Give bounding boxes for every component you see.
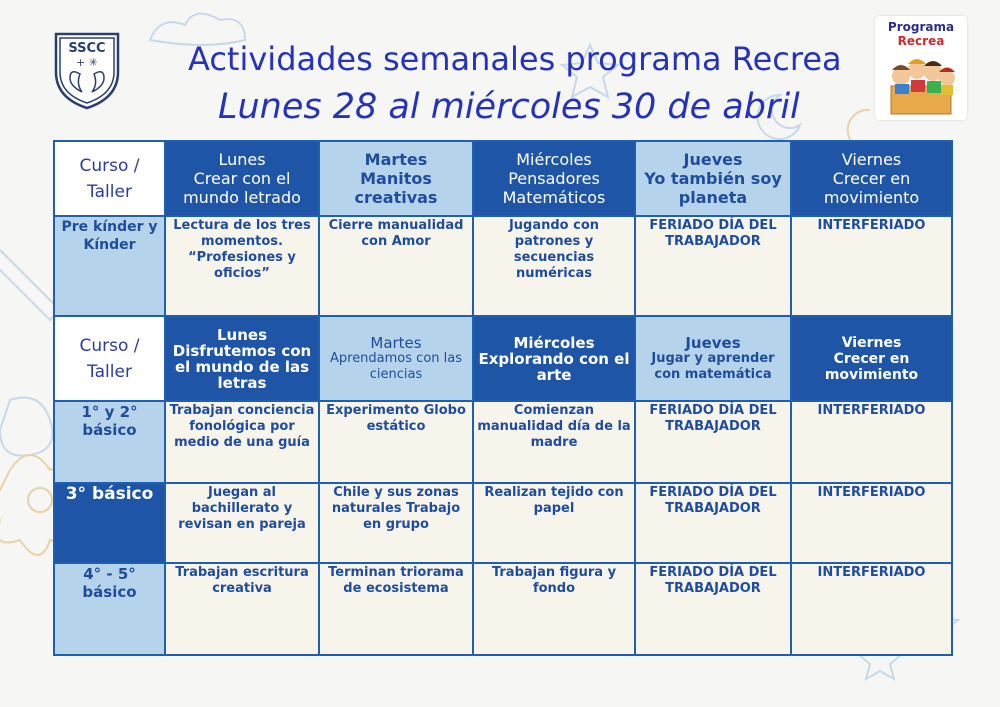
activity-cell: Cierre manualidad con Amor xyxy=(320,217,472,315)
activity-cell: FERIADO DÍA DEL TRABAJADOR xyxy=(636,484,790,562)
header-lunes xyxy=(166,142,318,215)
badge-line2: Recrea xyxy=(897,34,945,48)
activity-cell: Realizan tejido con papel xyxy=(474,484,634,562)
header-day: Viernes xyxy=(841,334,902,351)
header-jueves xyxy=(636,317,790,400)
header-martes xyxy=(320,142,472,215)
activity-cell: FERIADO DÍA DEL TRABAJADOR xyxy=(636,402,790,482)
level-cell: 1° y 2° básico xyxy=(55,402,164,482)
badge-line1: Programa xyxy=(887,20,955,34)
header-workshop: Explorando con el arte xyxy=(478,349,630,384)
header-day: Martes xyxy=(364,150,428,169)
header-lunes xyxy=(166,317,318,400)
activity-cell: FERIADO DÍA DEL TRABAJADOR xyxy=(636,564,790,654)
header-day: Jueves xyxy=(685,333,741,352)
header-workshop: Jugar y aprender con matemática xyxy=(651,350,775,382)
header-workshop: Aprendamos con las ciencias xyxy=(329,350,462,382)
table2-header-row xyxy=(55,317,951,400)
header-workshop: Disfrutemos con el mundo de las letras xyxy=(172,341,312,392)
activity-cell: INTERFERIADO xyxy=(792,484,951,562)
level-cell: 3° básico xyxy=(55,484,164,562)
activity-cell: FERIADO DÍA DEL TRABAJADOR xyxy=(636,217,790,315)
level-cell: 4° - 5° básico xyxy=(55,564,164,654)
header-workshop: Pensadores Matemáticos xyxy=(502,169,606,207)
header-miercoles xyxy=(474,317,634,400)
level-cell: Pre kínder y Kínder xyxy=(55,217,164,315)
header-workshop: Yo también soy planeta xyxy=(644,169,782,207)
header-workshop: Crecer en movimiento xyxy=(823,169,920,207)
header-workshop: Crear con el mundo letrado xyxy=(183,169,301,207)
activity-cell: Juegan al bachillerato y revisan en pareja xyxy=(166,484,318,562)
activity-cell: Terminan triorama de ecosistema xyxy=(320,564,472,654)
activities-table xyxy=(53,140,953,656)
header-workshop: Manitos creativas xyxy=(354,169,438,207)
table-row xyxy=(55,217,951,315)
header-day: Jueves xyxy=(683,150,743,169)
table-row xyxy=(55,484,951,562)
header-viernes xyxy=(792,317,951,400)
header-martes xyxy=(320,317,472,400)
activity-cell: Trabajan conciencia fonológica por medio de una guía xyxy=(166,402,318,482)
activity-cell: INTERFERIADO xyxy=(792,402,951,482)
activity-cell: Jugando con patrones y secuencias numéricas xyxy=(474,217,634,315)
header-day: Miércoles xyxy=(516,150,592,169)
logo-text: SSCC xyxy=(68,41,106,56)
activity-cell: Trabajan figura y fondo xyxy=(474,564,634,654)
programa-recrea-badge xyxy=(875,16,967,120)
header-jueves xyxy=(636,142,790,215)
header-workshop: Crecer en movimiento xyxy=(824,350,919,383)
logo-symbols: + ✳ xyxy=(76,56,98,69)
header-curso-taller: Curso / Taller xyxy=(55,142,164,215)
header-viernes xyxy=(792,142,951,215)
header-day: Miércoles xyxy=(513,333,595,352)
activity-cell: Experimento Globo estático xyxy=(320,402,472,482)
table-row xyxy=(55,402,951,482)
activity-cell: INTERFERIADO xyxy=(792,217,951,315)
activity-cell: Lectura de los tres momentos. “Profesiones y oficios” xyxy=(166,217,318,315)
table1-header-row xyxy=(55,142,951,215)
table-row xyxy=(55,564,951,654)
activity-cell: Trabajan escritura creativa xyxy=(166,564,318,654)
page-title: Actividades semanales programa Recrea xyxy=(188,40,842,78)
header-day: Martes xyxy=(370,333,422,352)
school-logo xyxy=(52,30,122,110)
activity-cell: Comienzan manualidad día de la madre xyxy=(474,402,634,482)
header-miercoles xyxy=(474,142,634,215)
activity-cell: Chile y sus zonas naturales Trabajo en grupo xyxy=(320,484,472,562)
header-day: Viernes xyxy=(841,150,902,169)
header-day: Lunes xyxy=(218,150,266,169)
header-day: Lunes xyxy=(216,325,268,344)
activity-cell: INTERFERIADO xyxy=(792,564,951,654)
header-curso-taller: Curso / Taller xyxy=(55,317,164,400)
page-subtitle: Lunes 28 al miércoles 30 de abril xyxy=(218,87,800,127)
children-illustration-icon xyxy=(881,50,961,116)
